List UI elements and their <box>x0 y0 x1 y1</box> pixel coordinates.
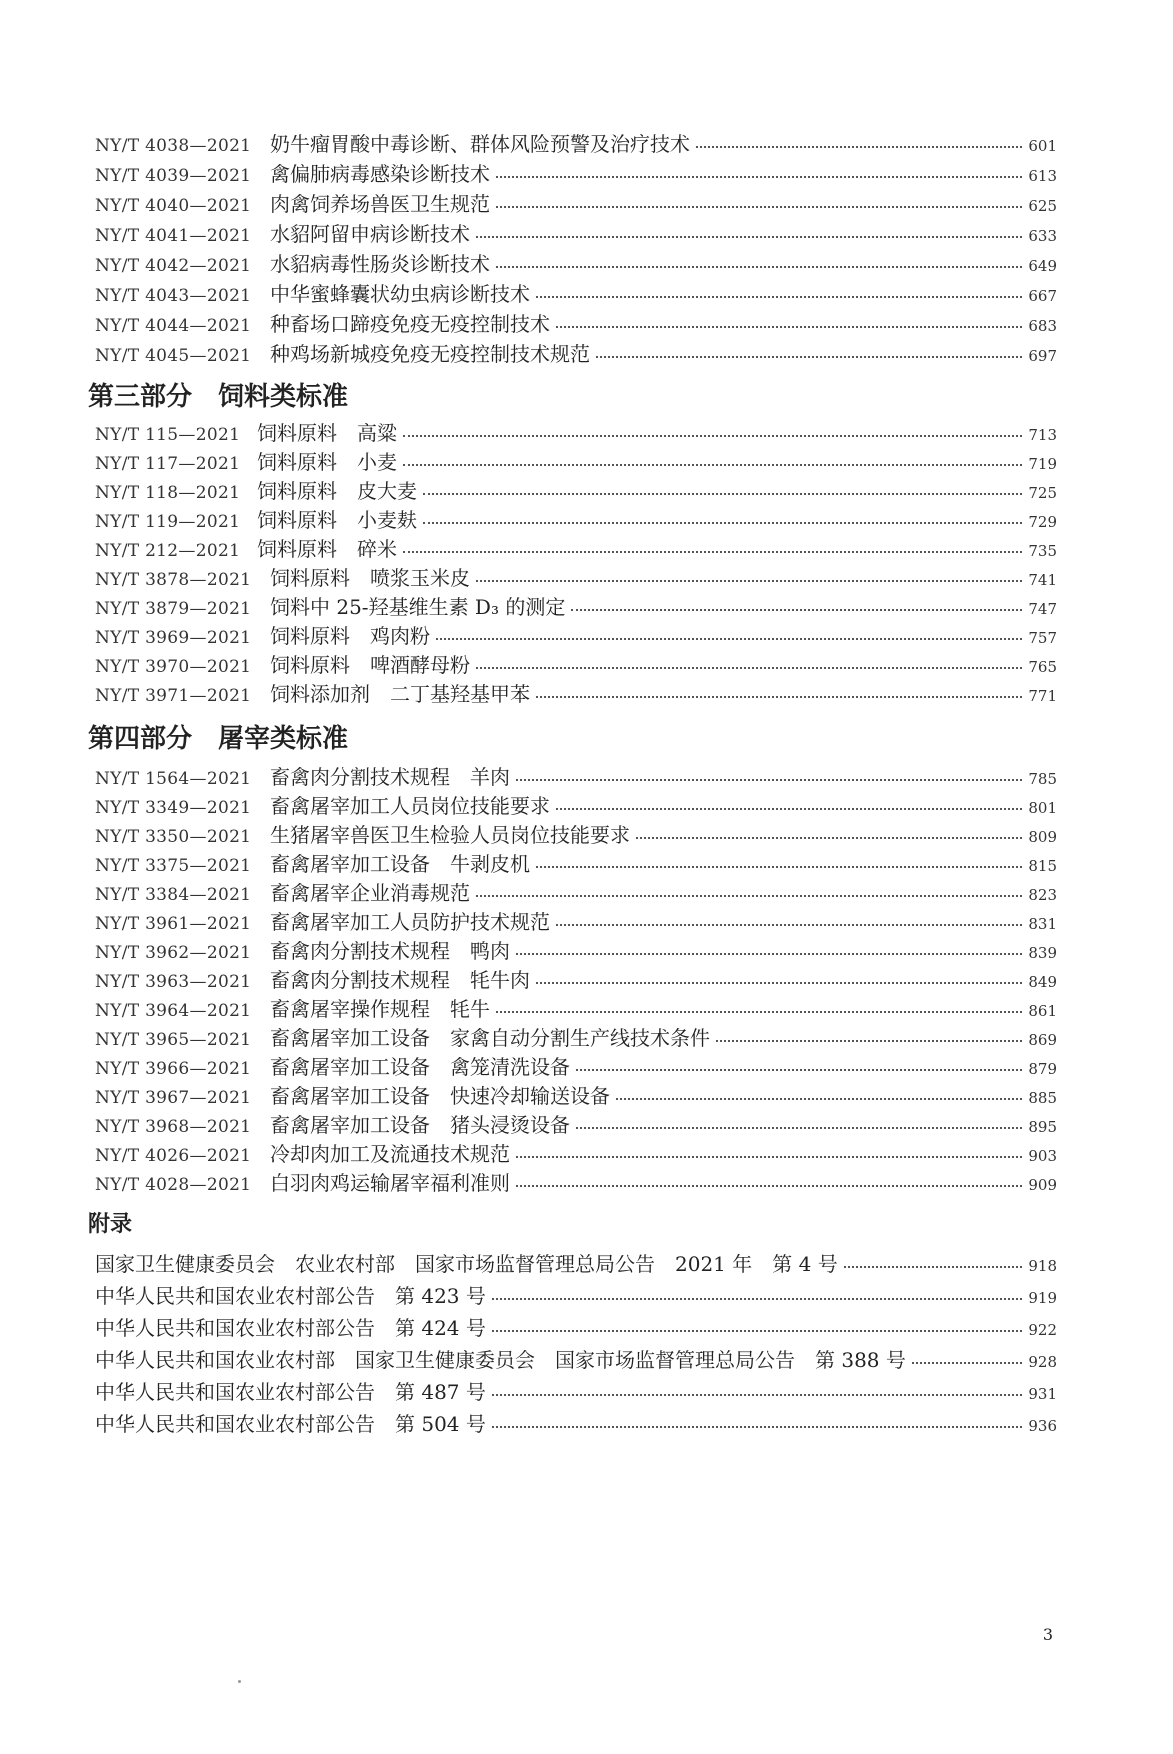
toc-entry <box>95 475 1057 505</box>
entry-page: 719 <box>1028 455 1057 473</box>
entry-code: NY/T 4040—2021 <box>95 196 252 216</box>
entry-code: NY/T 3966—2021 <box>95 1059 252 1079</box>
entry-page: 809 <box>1028 828 1057 846</box>
entry-page: 649 <box>1028 257 1057 275</box>
entry-page: 785 <box>1028 770 1057 788</box>
leader-dots <box>492 1425 1022 1428</box>
entry-code: NY/T 4045—2021 <box>95 346 252 366</box>
toc-entry <box>95 1080 1057 1110</box>
entry-code: NY/T 3967—2021 <box>95 1088 252 1108</box>
toc-entry <box>95 964 1057 994</box>
entry-title: 饲料原料 小麦麸 <box>257 508 417 532</box>
entry-page: 747 <box>1028 600 1057 618</box>
entry-title: 畜禽肉分割技术规程 鸭肉 <box>270 939 510 963</box>
entry-code: NY/T 4028—2021 <box>95 1175 252 1195</box>
entry-page: 801 <box>1028 799 1057 817</box>
entry-page: 601 <box>1028 137 1057 155</box>
entry-page: 741 <box>1028 571 1057 589</box>
entry-page: 765 <box>1028 658 1057 676</box>
entry-code: NY/T 3349—2021 <box>95 798 252 818</box>
entry-code: NY/T 3970—2021 <box>95 657 252 677</box>
entry-code: NY/T 3961—2021 <box>95 914 252 934</box>
toc-entry <box>95 1167 1057 1197</box>
toc-entry <box>95 761 1057 791</box>
entry-code: NY/T 118—2021 <box>95 483 241 503</box>
entry-title: 白羽肉鸡运输屠宰福利准则 <box>270 1171 510 1195</box>
leader-dots <box>716 1039 1022 1042</box>
leader-dots <box>536 865 1022 868</box>
entry-title: 生猪屠宰兽医卫生检验人员岗位技能要求 <box>270 823 630 847</box>
entry-title: 饲料原料 小麦 <box>257 450 397 474</box>
toc-entry <box>95 248 1057 278</box>
entry-code: NY/T 4043—2021 <box>95 286 252 306</box>
entry-page: 831 <box>1028 915 1057 933</box>
leader-dots <box>476 894 1022 897</box>
toc-entry <box>95 678 1057 708</box>
entry-code: NY/T 3384—2021 <box>95 885 252 905</box>
toc-entry <box>95 338 1057 368</box>
leader-dots <box>912 1361 1022 1364</box>
leader-dots <box>423 492 1022 495</box>
leader-dots <box>476 579 1022 582</box>
entry-page: 895 <box>1028 1118 1057 1136</box>
entry-page: 815 <box>1028 857 1057 875</box>
entry-title: 奶牛瘤胃酸中毒诊断、群体风险预警及治疗技术 <box>270 132 690 156</box>
toc-entry <box>95 128 1057 158</box>
entry-title: 禽偏肺病毒感染诊断技术 <box>270 162 490 186</box>
leader-dots <box>556 807 1022 810</box>
entry-title: 畜禽屠宰加工人员防护技术规范 <box>270 910 550 934</box>
entry-code: NY/T 4026—2021 <box>95 1146 252 1166</box>
toc-entry <box>95 533 1057 563</box>
entry-page: 725 <box>1028 484 1057 502</box>
leader-dots <box>496 1010 1022 1013</box>
entry-page: 918 <box>1028 1257 1057 1275</box>
entry-title: 畜禽肉分割技术规程 羊肉 <box>270 765 510 789</box>
toc-entry <box>95 1109 1057 1139</box>
leader-dots <box>516 1155 1022 1158</box>
entry-code: NY/T 4044—2021 <box>95 316 252 336</box>
entry-title: 饲料原料 碎米 <box>257 537 397 561</box>
entry-code: NY/T 3962—2021 <box>95 943 252 963</box>
toc-entry <box>95 993 1057 1023</box>
toc-entry <box>95 446 1057 476</box>
entry-code: NY/T 4041—2021 <box>95 226 252 246</box>
leader-dots <box>496 205 1022 208</box>
entry-page: 771 <box>1028 687 1057 705</box>
toc-entry <box>95 1280 1057 1310</box>
entry-title: 中华人民共和国农业农村部公告 第 504 号 <box>95 1412 486 1436</box>
entry-code: NY/T 1564—2021 <box>95 769 252 789</box>
toc-entry <box>95 790 1057 820</box>
leader-dots <box>616 1097 1022 1100</box>
leader-dots <box>536 295 1022 298</box>
leader-dots <box>496 175 1022 178</box>
entry-title: 畜禽屠宰加工设备 猪头浸烫设备 <box>270 1113 570 1137</box>
entry-page: 869 <box>1028 1031 1057 1049</box>
entry-page: 919 <box>1028 1289 1057 1307</box>
leader-dots <box>403 434 1022 437</box>
entry-code: NY/T 117—2021 <box>95 454 241 474</box>
page-number: 3 <box>1042 1625 1053 1644</box>
entry-title: 饲料原料 鸡肉粉 <box>270 624 430 648</box>
entry-code: NY/T 115—2021 <box>95 425 241 445</box>
toc-entry <box>95 504 1057 534</box>
leader-dots <box>476 235 1022 238</box>
section-heading-part4: 第四部分 屠宰类标准 <box>88 724 349 754</box>
entry-title: 中华人民共和国农业农村部 国家卫生健康委员会 国家市场监督管理总局公告 第 388 号 <box>95 1348 906 1372</box>
leader-dots <box>516 952 1022 955</box>
leader-dots <box>476 666 1022 669</box>
toc-entry <box>95 649 1057 679</box>
entry-page: 683 <box>1028 317 1057 335</box>
leader-dots <box>403 550 1022 553</box>
entry-code: NY/T 3968—2021 <box>95 1117 252 1137</box>
toc-entry <box>95 1344 1057 1374</box>
entry-code: NY/T 4039—2021 <box>95 166 252 186</box>
entry-code: NY/T 212—2021 <box>95 541 241 561</box>
entry-title: 畜禽屠宰企业消毒规范 <box>270 881 470 905</box>
entry-page: 936 <box>1028 1417 1057 1435</box>
scan-speck <box>238 1680 241 1683</box>
leader-dots <box>496 265 1022 268</box>
leader-dots <box>492 1297 1022 1300</box>
entry-code: NY/T 3375—2021 <box>95 856 252 876</box>
toc-entry <box>95 1138 1057 1168</box>
leader-dots <box>596 355 1022 358</box>
entry-title: 中华人民共和国农业农村部公告 第 423 号 <box>95 1284 486 1308</box>
entry-code: NY/T 4038—2021 <box>95 136 252 156</box>
entry-title: 饲料原料 喷浆玉米皮 <box>270 566 470 590</box>
leader-dots <box>423 521 1022 524</box>
entry-title: 饲料添加剂 二丁基羟基甲苯 <box>270 682 530 706</box>
leader-dots <box>556 923 1022 926</box>
entry-page: 928 <box>1028 1353 1057 1371</box>
entry-page: 909 <box>1028 1176 1057 1194</box>
entry-title: 水貂病毒性肠炎诊断技术 <box>270 252 490 276</box>
entry-title: 种畜场口蹄疫免疫无疫控制技术 <box>270 312 550 336</box>
leader-dots <box>436 637 1022 640</box>
section-heading-appendix: 附录 <box>88 1212 133 1237</box>
entry-page: 879 <box>1028 1060 1057 1078</box>
toc-entry <box>95 906 1057 936</box>
entry-page: 839 <box>1028 944 1057 962</box>
leader-dots <box>492 1393 1022 1396</box>
leader-dots <box>576 1126 1022 1129</box>
entry-title: 饲料原料 高粱 <box>257 421 397 445</box>
toc-entry <box>95 158 1057 188</box>
entry-title: 饲料中 25-羟基维生素 D₃ 的测定 <box>270 595 566 619</box>
entry-page: 667 <box>1028 287 1057 305</box>
entry-code: NY/T 3878—2021 <box>95 570 252 590</box>
entry-page: 922 <box>1028 1321 1057 1339</box>
entry-title: 畜禽屠宰加工设备 牛剥皮机 <box>270 852 530 876</box>
entry-title: 畜禽屠宰加工设备 快速冷却输送设备 <box>270 1084 610 1108</box>
toc-entry <box>95 1312 1057 1342</box>
toc-entry <box>95 308 1057 338</box>
entry-title: 中华人民共和国农业农村部公告 第 424 号 <box>95 1316 486 1340</box>
toc-entry <box>95 848 1057 878</box>
entry-code: NY/T 3969—2021 <box>95 628 252 648</box>
entry-page: 903 <box>1028 1147 1057 1165</box>
entry-title: 畜禽肉分割技术规程 牦牛肉 <box>270 968 530 992</box>
leader-dots <box>516 1184 1022 1187</box>
toc-entry <box>95 935 1057 965</box>
entry-page: 823 <box>1028 886 1057 904</box>
leader-dots <box>571 608 1022 611</box>
entry-page: 729 <box>1028 513 1057 531</box>
entry-page: 613 <box>1028 167 1057 185</box>
entry-page: 885 <box>1028 1089 1057 1107</box>
entry-title: 畜禽屠宰操作规程 牦牛 <box>270 997 490 1021</box>
entry-code: NY/T 3879—2021 <box>95 599 252 619</box>
entry-title: 肉禽饲养场兽医卫生规范 <box>270 192 490 216</box>
entry-code: NY/T 4042—2021 <box>95 256 252 276</box>
entry-page: 697 <box>1028 347 1057 365</box>
entry-code: NY/T 3965—2021 <box>95 1030 252 1050</box>
entry-page: 931 <box>1028 1385 1057 1403</box>
entry-title: 中华人民共和国农业农村部公告 第 487 号 <box>95 1380 486 1404</box>
toc-entry <box>95 188 1057 218</box>
toc-entry <box>95 562 1057 592</box>
leader-dots <box>556 325 1022 328</box>
leader-dots <box>403 463 1022 466</box>
leader-dots <box>536 695 1022 698</box>
entry-page: 735 <box>1028 542 1057 560</box>
toc-entry <box>95 1408 1057 1438</box>
toc-entry <box>95 1051 1057 1081</box>
entry-code: NY/T 3964—2021 <box>95 1001 252 1021</box>
entry-page: 713 <box>1028 426 1057 444</box>
toc-entry <box>95 620 1057 650</box>
section-heading-part3: 第三部分 饲料类标准 <box>88 382 349 412</box>
toc-entry <box>95 591 1057 621</box>
entry-code: NY/T 3963—2021 <box>95 972 252 992</box>
leader-dots <box>696 145 1022 148</box>
toc-entry <box>95 819 1057 849</box>
entry-title: 国家卫生健康委员会 农业农村部 国家市场监督管理总局公告 2021 年 第 4 号 <box>95 1252 838 1276</box>
toc-entry <box>95 1376 1057 1406</box>
entry-title: 种鸡场新城疫免疫无疫控制技术规范 <box>270 342 590 366</box>
leader-dots <box>576 1068 1022 1071</box>
entry-title: 水貂阿留申病诊断技术 <box>270 222 470 246</box>
toc-entry <box>95 877 1057 907</box>
leader-dots <box>536 981 1022 984</box>
leader-dots <box>636 836 1022 839</box>
toc-entry <box>95 1248 1057 1278</box>
entry-title: 冷却肉加工及流通技术规范 <box>270 1142 510 1166</box>
entry-title: 畜禽屠宰加工人员岗位技能要求 <box>270 794 550 818</box>
entry-page: 861 <box>1028 1002 1057 1020</box>
leader-dots <box>844 1265 1023 1268</box>
entry-page: 849 <box>1028 973 1057 991</box>
entry-code: NY/T 3350—2021 <box>95 827 252 847</box>
entry-title: 畜禽屠宰加工设备 家禽自动分割生产线技术条件 <box>270 1026 710 1050</box>
entry-title: 中华蜜蜂囊状幼虫病诊断技术 <box>270 282 530 306</box>
leader-dots <box>516 778 1022 781</box>
entry-title: 饲料原料 皮大麦 <box>257 479 417 503</box>
toc-entry <box>95 278 1057 308</box>
entry-code: NY/T 119—2021 <box>95 512 241 532</box>
entry-code: NY/T 3971—2021 <box>95 686 252 706</box>
toc-entry <box>95 417 1057 447</box>
entry-title: 饲料原料 啤酒酵母粉 <box>270 653 470 677</box>
entry-page: 625 <box>1028 197 1057 215</box>
entry-page: 633 <box>1028 227 1057 245</box>
toc-entry <box>95 1022 1057 1052</box>
entry-title: 畜禽屠宰加工设备 禽笼清洗设备 <box>270 1055 570 1079</box>
toc-entry <box>95 218 1057 248</box>
leader-dots <box>492 1329 1022 1332</box>
entry-page: 757 <box>1028 629 1057 647</box>
